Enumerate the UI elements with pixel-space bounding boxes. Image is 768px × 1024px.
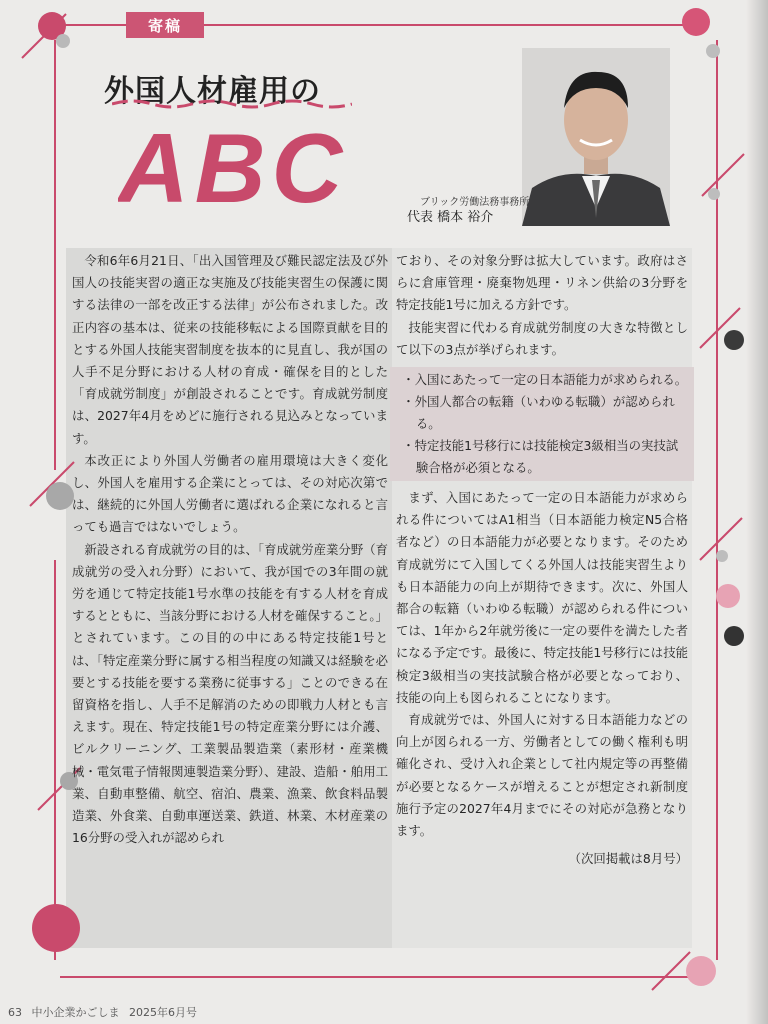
magazine-name: 中小企業かごしま [31, 1006, 120, 1019]
decor-dot-pink-light [686, 956, 716, 986]
decor-dot-gray [708, 188, 720, 200]
decor-dot-dark [724, 330, 744, 350]
list-item: ・入国にあたって一定の日本語能力が求められる。 [402, 372, 688, 388]
paragraph: 技能実習に代わる育成就労制度の大きな特徴として以下の3点が挙げられます。 [396, 319, 688, 357]
author-photo [522, 48, 670, 226]
decor-dot-gray [56, 34, 70, 48]
abc-title-text: ABC [118, 116, 349, 216]
decor-dot-dark [724, 626, 744, 646]
next-issue-note: （次回掲載は8月号） [568, 851, 688, 867]
paragraph: 新設される育成就労の目的は、「育成就労産業分野（育成就労の受入れ分野）において、我が国での3年間の就労を通じて特定技能1号水準の技能を有する人材を育成するとともに、当該分野における人材を確保すること。」とされています。この目的の中にある特定技能1号とは、「特定産業分野に属する相当程度の知識又は経験を必要とする技能を要する業務に従事する」ことのできる在留資格を指し、人手不足解消のための即戦力人材とも言えます。現在、特定技能1号の特定産業分野には介護、ビルクリーニング、工業製品製造業（素形材・産業機械・電気電子情報関連製造業分野）、建設、造船・舶用工業、自動車整備、航空、宿泊、農業、漁業、飲食料品製造業、外食業、自動車運送業、鉄道、林業、木材産業の16分野の受入れが認められ [72, 541, 388, 846]
page-number: 63 [8, 1006, 22, 1019]
author-name: 代表 橋本 裕介 [407, 210, 494, 225]
issue-date: 2025年6月号 [129, 1006, 197, 1019]
decor-dot-gray [716, 550, 728, 562]
decor-dot-gray [706, 44, 720, 58]
article-left-column [72, 250, 388, 849]
article-right-column [396, 250, 688, 870]
paragraph: ており、その対象分野は拡大しています。政府はさらに倉庫管理・廃棄物処理・リネン供給の3分野を特定技能1号に加える方針です。 [396, 253, 688, 313]
paragraph: 本改正により外国人労働者の雇用環境は大きく変化し、外国人を雇用する企業にとっては、その対応次第では、継続的に外国人労働者に選ばれる企業になれると言っても過言ではないでしょう。 [72, 452, 388, 535]
decor-dot-pink [682, 8, 710, 36]
list-item: ・外国人都合の転籍（いわゆる転職）が認められる。 [402, 394, 675, 432]
page-footer [8, 1004, 203, 1020]
abc-title [118, 116, 358, 216]
paragraph: 育成就労では、外国人に対する日本語能力などの向上が図られる一方、労働者としての働く権利も明確化され、受け入れ企業として社内規定等の再整備が必要となるケースが増えることが想定され新制度施行予定の2027年4月までにその対応が急務となります。 [396, 712, 688, 839]
feature-bullet-list [390, 367, 694, 481]
decor-dot-gray [46, 482, 74, 510]
paragraph: まず、入国にあたって一定の日本語能力が求められる件についてはA1相当（日本語能力検定N5合格者など）の日本語能力が必要となります。そのため育成就労にて入国してくる外国人は技能実習生よりも日本語能力の向上が期待できます。次に、外国人都合の転籍（いわゆる転職）が認められる件については、1年から2年就労後に一定の要件を満たした者になる予定です。最後に、特定技能1号移行には技能検定3級相当の実技試験合格が必要となっており、技能の向上も図られることになります。 [396, 490, 688, 705]
author-organization: ブリック労働法務事務所 [420, 197, 530, 208]
portrait-illustration [522, 48, 670, 226]
page-title: 外国人材雇用の [104, 74, 321, 109]
decor-dot-pink [32, 904, 80, 952]
paragraph: 令和6年6月21日、「出入国管理及び難民認定法及び外国人の技能実習の適正な実施及び技能実習生の保護に関する法律の一部を改正する法律」が公布されました。改正内容の基本は、従来の技能移転による国際貢献を目的とする外国人技能実習制度を抜本的に見直し、我が国の人手不足分野における人材の育成・確保を目的とした「育成就労制度」が創設されることです。育成就労制度は、2027年4月をめどに施行される見込みとなっています。 [72, 253, 388, 446]
list-item: ・特定技能1号移行には技能検定3級相当の実技試験合格が必須となる。 [402, 438, 679, 476]
category-tag: 寄稿 [126, 12, 204, 38]
decor-dot-pink-light [716, 584, 740, 608]
binding-gutter-shadow [746, 0, 768, 1024]
title-underline-decoration [112, 98, 352, 110]
